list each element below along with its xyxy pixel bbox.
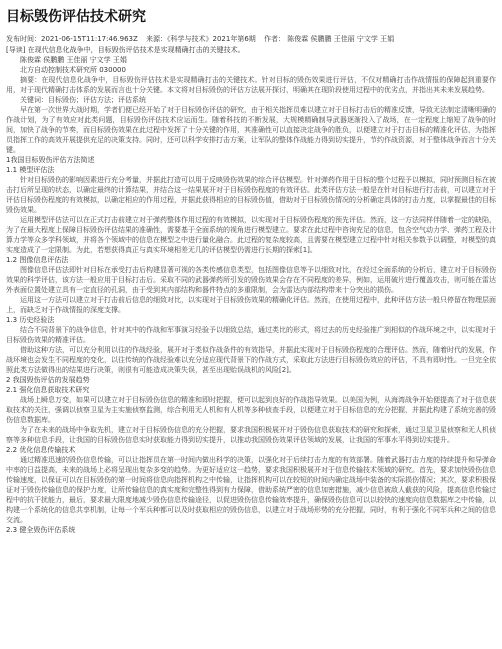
abstract-paragraph: 摘要：在现代信息化战争中，目标毁伤评估技术是实现精确打击的关键技术。针对目标的毁伤效果进行评估，不仅对精确打击作战情报的保障起到重要作用，对于现代精确打击体系的发展而言也十分关键。本文将对目标毁伤的评估方法展开探讨，明确其在现阶段使用过程中的优劣点，并指出其未来发展趋势。	[6, 76, 496, 94]
subsection-heading: 1.2 图像信息评估法	[6, 256, 69, 264]
subsection-heading: 1.1 模型评估法	[6, 166, 55, 174]
subsection-heading: 2.1 强化信息获取技术研究	[6, 386, 90, 394]
body-paragraph: 图像信息评估法即针对目标在承受打击后构建显著可视的各类传感信息类型，包括图像信息等予以细致对比，在经过全面系统的分析后，建立对于目标毁伤效果的科学评估，该方法一般应用于目标打击后。采取不同的武器弹药所引发的毁伤效果会存在不同程度的差异，例如，运用破片进行覆盖攻击，则可能在雷达外表面位置处建立具有一定直径的孔洞，由于受到其内部结构和器件特点的多重限制，会为雷达内部结构带来十分突出的损伤。	[6, 266, 496, 294]
section-heading: 1我国目标毁伤评估方法简述	[6, 156, 95, 164]
article-sections	[6, 155, 496, 535]
article-title: 目标毁伤评估技术研究	[6, 9, 146, 25]
body-paragraph: 借助这种方法，可以充分利用以往的作战经验，展开对于类似作战条件的有效指导，并据此实现对于目标毁伤程度的合理评估。然而，随着时代的发展，作战环境也会发生不同程度的变化，以往传统的作战经验难以充分适应现代背景下的作战方式，采取此方法进行目标毁伤效应的评估，不具有即时性。一旦完全依照此类方法做得出的结果进行决策，则很有可能造成决策失误，甚至出现贻误战机的风险[2]。	[6, 346, 496, 374]
body-paragraph: 结合不同背景下的战争信息，针对其中的作战和军事演习经验予以细致总结，通过类比的形式，将过去的历史经验推广到相似的作战环境之中，以实现对于目标毁伤效果的精准评估。	[6, 326, 496, 344]
article-meta	[6, 34, 496, 44]
author-line: 陈俊霖 侯鹏鹏 王佳丽 宁文学 王娟	[20, 56, 127, 64]
body-paragraph: 针对目标毁伤的影响因素进行充分考量，并据此打造可以用于反映毁伤效果的综合评估模型。针对弹药作用于目标的整个过程予以模拟，同时预测目标在被击打后所呈现的状态，以确定最终的计算结果，并结合这一结果展开对于目标毁伤程度的有效评估。此类评估方法一般是在针对目标进行打击前，可以建立对于评估目标毁伤程度的有效模拟，以确定相应的作用过程，并据此获得相应的目标毁伤值，借助对于目标毁伤情况的分析确定具体的打击力度，以掌握最佳的目标毁伤效果。	[6, 176, 496, 214]
summary-line: [导读] 在现代信息化战争中，目标毁伤评估技术是实现精确打击的关键技术。	[6, 46, 245, 54]
intro-paragraph: 早在第一次世界大战时期，学者们便已经开始了对于目标毁伤评估的研究，由于相关指挥员难以建立对于目标打击后的精准反馈，导致无法制定清晰明确的作战计划，为了有效应对此类问题，目标毁伤评估技术应运而生。随着科技的不断发展，大规模精确制导武器逐渐投入了战场，在一定程度上缩短了战争的时间，加快了战争的节奏，而目标毁伤效果在此过程中发挥了十分关键的作用，其准确性可以直接决定战争的胜负，以便建立对于打击目标的精准化评估，为指挥员指挥工作的高效开展提供充足的决策支持。同时，还可以科学安排打击方案，让军队的整体作战能力得到切实提升，节约作战资源，对于整体战争而言十分关键。	[6, 106, 496, 154]
affiliation-line: 北方自动控制技术研究所 030000	[20, 66, 126, 74]
body-paragraph: 战场上瞬息万变，如果可以建立对于目标毁伤信息的精准和即时把握，便可以起到良好的作战指导效果。以美国为例，从海湾战争开始便提高了对于信息获取技术的关注，强调以侦察卫星为主实施侦察监测，综合利用无人机和有人机等多种侦查手段，以便建立对于目标信息的充分把握，并据此构建了系统完善的毁伤信息数据库。	[6, 396, 496, 424]
subsection-heading: 1.3 历史经验法	[6, 316, 55, 324]
article-authors: 作者： 陈俊霖 侯鹏鹏 王佳丽 宁文学 王娟	[264, 35, 395, 43]
subsection-heading: 2.2 优化信息传输技术	[6, 446, 76, 454]
publish-time: 发布时间：2021-06-15T11:17:46.963Z	[6, 35, 138, 43]
body-paragraph: 运用模型评估法可以在正式打击前建立对于弹药整体作用过程的有效模拟，以实现对于目标毁伤程度的预先评估。然而，这一方法同样伴随着一定的缺陷，为了在最大程度上保障目标毁伤评估结果的准确性，需要基于全面系统的视角进行模型建立。要求在此过程中咨询充足的信息，包含空气动力学、弹药工程及计算力学等众多学科领域，并将各个领域中的信息在模型之中进行量化融合。此过程的复杂度较高，且需要在模型建立过程中针对相关参数予以调整，对模型的真实度造成了一定限制。为此，若想获得真正与真实环境相差无几的评估模型仍需进行长期的探索[1]。	[6, 216, 496, 254]
keywords-line: 关键词：目标毁伤；评估方法；评估系统	[20, 96, 146, 104]
body-paragraph: 运用这一方法可以建立对于打击前后信息的细致对比，以实现对于目标毁伤效果的精确化评估。然而，在使用过程中，此种评估方法一般只停留在物理层面上，而缺乏对于作战情报的深度支撑。	[6, 296, 496, 314]
body-paragraph: 为了在未来的战场中争取先机，建立对于目标毁伤信息的充分把握，要求我国积极展开对于毁伤信息获取技术的研究和探索，通过卫星卫星侦察和无人机侦察等多种信息手段，让我国的目标毁伤信息实时获取能力得到切实提升，以推动我国毁伤效果评估领域的发展，让我国的军事水平得到切实提升。	[6, 426, 496, 444]
section-heading: 2 我国毁伤评估的发展趋势	[6, 376, 90, 384]
article-source: 来源：《科学与技术》2021年第6期	[146, 35, 256, 43]
body-paragraph: 通过精准迅速的毁伤信息传输，可以让指挥员在第一时间内做出科学的决策，以强化对于后续打击力度的有效部署。随着武器打击力度的持续提升和导弹命中率的日益提高，未来的战场上必将呈现出复杂多变的趋势。为更好适应这一趋势，要求我国积极展开对于信息传输技术领域的研究。首先，要求加快毁伤信息传输速度，以保证可以在目标毁伤的第一时间将信息向指挥机构之中传输，让指挥机构可以在较短的时间内确定战场中装备的实际损伤情况；其次，要求积极保证对于毁伤传输信息的保护力度，让所传输信息的真实度和完整性得到有力保障，借助系统严密的信息加密措施，减少信息被敌人截获的风险，提高信息传输过程中的抗干扰能力，最后，要求最大限度地减少毁伤信息传输途径，以促进毁伤信息传输效率提升，确保毁伤信息可以以较快的速度向信息数据库之中传输，以构建一个系统化的信息共享机制，让每一个军兵种都可以及时获取相应的毁伤信息，以建立对于战场形势的充分把握，同时，有利于强化不同军兵种之间的信息交流。	[6, 456, 496, 524]
subsection-heading: 2.3 健全毁伤评估系统	[6, 526, 76, 534]
